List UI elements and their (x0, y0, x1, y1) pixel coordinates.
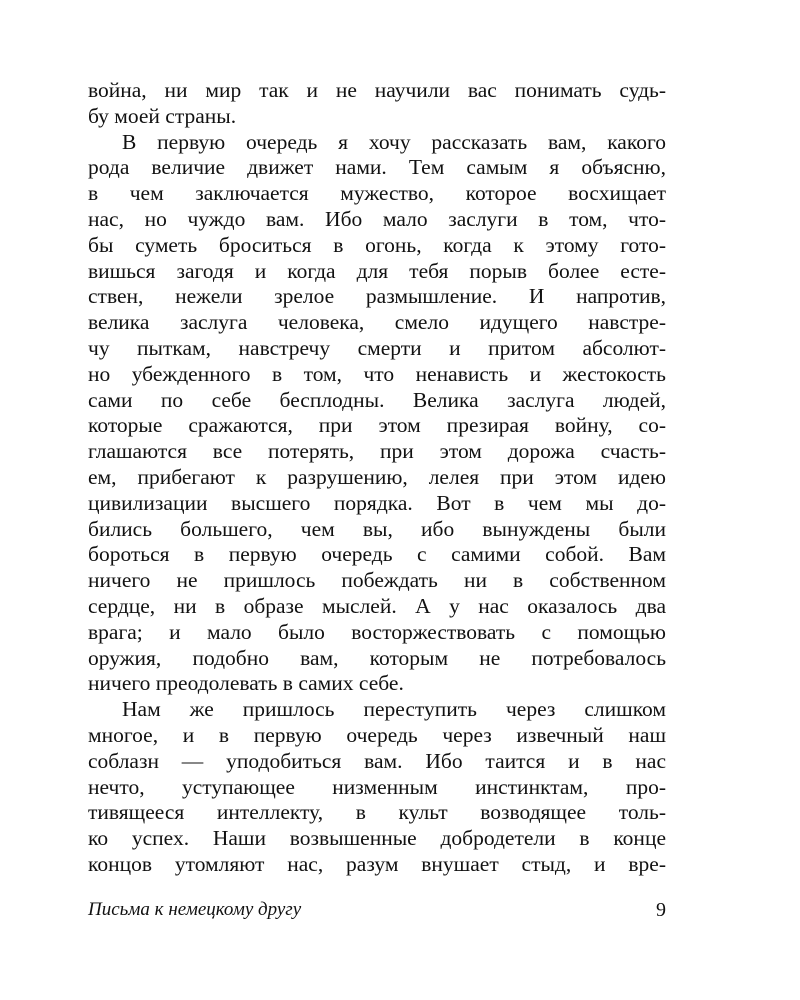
text-line: ем, прибегают к разрушению, лелея при этом идею (88, 464, 666, 489)
text-line: ничего не пришлось побеждать ни в собственном (88, 568, 666, 593)
text-line: бились большего, чем вы, ибо вынуждены были (88, 516, 666, 541)
text-line: рода величие движет нами. Тем самым я объясню, (88, 155, 666, 180)
page-number: 9 (656, 899, 666, 921)
text-line: цивилизации высшего порядка. Вот в чем мы до- (88, 490, 666, 515)
text-line: велика заслуга человека, смело идущего навстре- (88, 310, 666, 335)
running-title: Письма к немецкому другу (88, 899, 302, 920)
text-line: вишься загодя и когда для тебя порыв более есте- (88, 258, 666, 283)
text-line: нас, но чуждо вам. Ибо мало заслуги в том, что- (88, 206, 666, 231)
text-line: Нам же пришлось переступить через слишком (122, 697, 666, 722)
text-line: тивящееся интеллекту, в культ возводящее толь- (88, 800, 666, 825)
text-line: нечто, уступающее низменным инстинктам, про- (88, 774, 666, 799)
body-text (88, 78, 666, 878)
page-footer (88, 896, 666, 924)
text-line: В первую очередь я хочу рассказать вам, какого (122, 129, 666, 154)
text-line: война, ни мир так и не научили вас понимать судь- (88, 78, 666, 102)
text-line: но убежденного в том, что ненависть и жестокость (88, 361, 666, 386)
text-line: оружия, подобно вам, которым не потребовалось (88, 645, 666, 670)
text-line: бы суметь броситься в огонь, когда к этому гото- (88, 232, 666, 257)
text-line: глашаются все потерять, при этом дорожа счасть- (88, 439, 666, 464)
text-line: бу моей страны. (88, 103, 237, 128)
text-line: сердце, ни в образе мыслей. А у нас оказалось два (88, 593, 666, 618)
text-line: которые сражаются, при этом презирая войну, со- (88, 413, 666, 438)
text-line: в чем заключается мужество, которое восхищает (88, 181, 666, 206)
text-line: ко успех. Наши возвышенные добродетели в конце (88, 826, 666, 851)
text-line: многое, и в первую очередь через извечный наш (88, 722, 666, 747)
text-line: соблазн — уподобиться вам. Ибо таится и в нас (88, 748, 666, 773)
text-line: ничего преодолевать в самих себе. (88, 671, 404, 696)
text-line: концов утомляют нас, разум внушает стыд, и вре- (88, 851, 666, 876)
text-line: ствен, нежели зрелое размышление. И напротив, (88, 284, 666, 309)
text-line: врага; и мало было восторжествовать с помощью (88, 619, 666, 644)
text-line: бороться в первую очередь с самими собой. Вам (88, 542, 666, 567)
text-line: чу пыткам, навстречу смерти и притом абсолют- (88, 335, 666, 360)
text-line: сами по себе бесплодны. Велика заслуга людей, (88, 387, 666, 412)
